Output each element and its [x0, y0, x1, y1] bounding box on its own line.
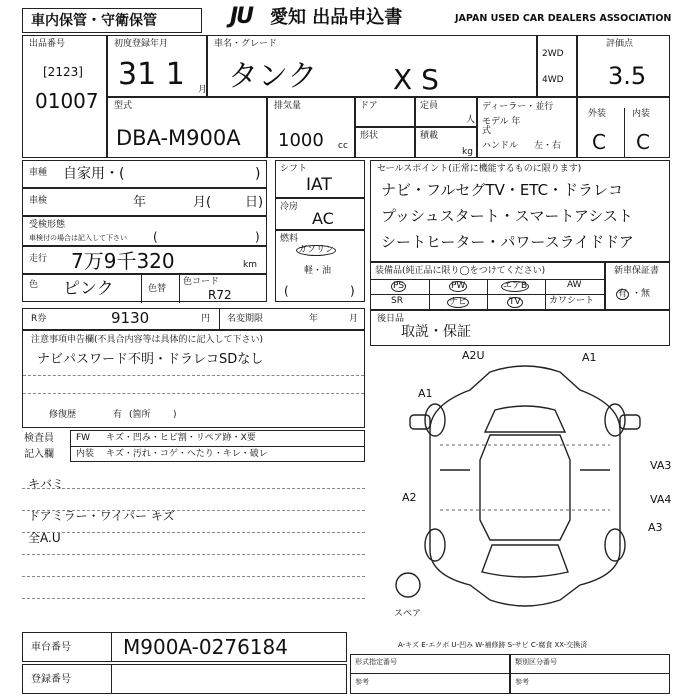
- usage-value: 自家用・(: [63, 166, 125, 182]
- capacity-unit: 人: [466, 115, 476, 125]
- displacement-value: 1000: [278, 130, 324, 151]
- rear-items: 取説・保証: [401, 324, 471, 340]
- fuel-open: (: [284, 284, 289, 298]
- mileage-value: 7万9千320: [71, 249, 175, 273]
- int-items: キズ・汚れ・コゲ・へたり・キレ・破レ: [106, 449, 268, 459]
- transfer-box: [22, 216, 267, 246]
- selling-point-line-2: プッシュスタート・スマートアシスト: [381, 207, 633, 225]
- fw-label: FW: [76, 433, 91, 443]
- repair-value: 有: [113, 410, 123, 420]
- recycle-box: [22, 308, 365, 330]
- equipment-label: 装備品(純正品に限り◯をつけてください): [375, 266, 546, 276]
- dealer-box: [477, 97, 577, 158]
- selling-points-box: [370, 160, 670, 262]
- dealer-label: ディーラー・並行: [482, 102, 554, 112]
- lot-number: 01007: [35, 89, 99, 113]
- capacity-label: 定員: [420, 101, 439, 111]
- mark-a2: A2: [402, 491, 417, 504]
- usage-box: [22, 160, 267, 188]
- storage-label: 車内保管・守衛保管: [31, 13, 157, 29]
- org-title: 愛知 出品申込書: [270, 7, 403, 28]
- reg-label: 登録番号: [31, 674, 71, 685]
- recycle-unit: 円: [201, 314, 211, 324]
- selling-point-line-1: ナビ・フルセグTV・ETC・ドラレコ: [381, 181, 624, 199]
- color-label: 色: [29, 280, 39, 290]
- model-name-value: タンク: [228, 59, 318, 94]
- storage-box: [22, 8, 202, 33]
- registration-label: 初度登録年月: [114, 39, 169, 49]
- mark-va3: VA3: [650, 459, 672, 472]
- transfer-label: 受検形態: [29, 220, 66, 230]
- fuel-box: [275, 230, 365, 302]
- score-label: 評価点: [606, 39, 634, 49]
- org-title-en: JAPAN USED CAR DEALERS ASSOCIATION: [455, 13, 672, 24]
- mileage-label: 走行: [29, 254, 48, 264]
- selling-points-label: セールスポイント(正常に機能するものに限ります): [377, 164, 582, 174]
- recycle-label: R券: [31, 314, 47, 324]
- transfer-close: ): [255, 230, 260, 244]
- fuel-label: 燃料: [280, 234, 299, 244]
- shift-box: [275, 160, 365, 198]
- inspection-year: 年: [133, 195, 147, 210]
- type-value: DBA-M900A: [116, 126, 241, 150]
- equip-tv: TV: [509, 297, 521, 307]
- deadline-month: 月: [349, 314, 359, 324]
- score-box: [577, 35, 670, 97]
- category-ref: 参考: [515, 678, 529, 686]
- warranty-box: [605, 262, 670, 310]
- notes-value: ナビパスワード不明・ドラレコSDなし: [37, 352, 264, 367]
- damage-legend: A-キズ E-エクボ U-凹み W-補修跡 S-サビ C-腐食 XX-交換済: [398, 641, 588, 649]
- drive-4wd: 4WD: [542, 75, 564, 85]
- inspection-day: 日): [245, 195, 264, 210]
- displacement-label: 排気量: [274, 101, 302, 111]
- handle-options: 左・右: [534, 141, 562, 151]
- mileage-box: [22, 246, 267, 274]
- shape-label: 形状: [360, 131, 379, 141]
- capacity-box: [415, 97, 477, 127]
- inspector-line-2: ドアミラー・ワイパー キズ: [28, 509, 175, 523]
- inspection-box: [22, 188, 267, 216]
- mark-a1-top: A1: [582, 351, 597, 364]
- equip-aw: AW: [567, 280, 582, 290]
- mark-a3: A3: [648, 521, 663, 534]
- equip-airbag: エアB: [503, 281, 528, 291]
- mark-a1-left: A1: [418, 387, 433, 400]
- chassis-value: M900A-0276184: [123, 635, 288, 659]
- grades-box: [577, 97, 670, 158]
- transfer-open: (: [153, 230, 158, 244]
- spare-label: スペア: [394, 609, 422, 619]
- equip-ps: PS: [393, 281, 405, 291]
- handle-label: ハンドル: [482, 141, 519, 151]
- inspector-area: [22, 428, 365, 613]
- door-label: ドア: [360, 101, 378, 111]
- color-box: [22, 274, 267, 302]
- equipment-box: [370, 262, 605, 310]
- plate-type-box: [350, 654, 510, 694]
- door-box: [355, 97, 415, 127]
- equip-leather: カワシート: [549, 296, 595, 306]
- displacement-box: [267, 97, 355, 158]
- type-box: [107, 97, 267, 158]
- model-name-box: [207, 35, 537, 97]
- category-box: [510, 654, 670, 694]
- lot-small-number: [2123]: [43, 65, 83, 79]
- inspector-label-b: 記入欄: [24, 449, 54, 460]
- rear-box: [370, 310, 670, 346]
- interior-grade: C: [636, 130, 650, 154]
- rear-label: 後日品: [377, 314, 405, 324]
- category-label: 類別区分番号: [515, 658, 557, 666]
- model-year-label: モデル 年式: [482, 117, 521, 136]
- deadline-label: 名変期限: [227, 314, 264, 324]
- notes-label: 注意事項申告欄(不具合内容等は具体的に記入して下さい): [31, 335, 264, 345]
- selling-point-line-3: シートヒーター・パワースライドドア: [381, 233, 634, 251]
- shape-box: [355, 127, 415, 158]
- load-label: 積載: [420, 131, 439, 141]
- mileage-unit: km: [243, 260, 257, 270]
- repair-label: 修復歴: [49, 410, 77, 420]
- chassis-box: [22, 632, 347, 662]
- warranty-no: ・無: [632, 289, 651, 299]
- chassis-label: 車台番号: [31, 642, 71, 653]
- aircon-box: [275, 198, 365, 230]
- int-label: 内装: [76, 449, 95, 459]
- inspector-label-a: 検査員: [24, 433, 54, 444]
- inspection-label: 車検: [29, 196, 48, 206]
- shift-value: IAT: [306, 175, 332, 195]
- mark-va4: VA4: [650, 493, 672, 506]
- fuel-close: ): [350, 284, 355, 298]
- registration-month: 月: [198, 85, 208, 95]
- color-code-label: 色コード: [183, 277, 220, 287]
- usage-label: 車種: [29, 168, 48, 178]
- recycle-value: 9130: [111, 309, 150, 327]
- inspection-month: 月(: [193, 195, 212, 210]
- aircon-label: 冷房: [280, 202, 299, 212]
- drive-box: [537, 35, 577, 97]
- color-code-value: R72: [208, 288, 232, 302]
- repair-spot: (箇所: [129, 410, 151, 420]
- displacement-unit: cc: [338, 141, 348, 151]
- type-label: 型式: [114, 101, 133, 111]
- ju-logo: JU: [230, 4, 253, 29]
- equip-navi: ナビ: [449, 297, 468, 307]
- model-name-label: 車名・グレード: [214, 39, 278, 49]
- load-box: [415, 127, 477, 158]
- load-unit: kg: [462, 147, 473, 157]
- reg-box: [22, 664, 347, 694]
- warranty-label: 新車保証書: [614, 266, 660, 276]
- shift-label: シフト: [280, 164, 308, 174]
- color-value: ピンク: [63, 279, 114, 299]
- interior-label: 内装: [632, 109, 651, 119]
- fw-items: キズ・凹み・ヒビ割・リペア跡・X要: [106, 433, 256, 443]
- registration-box: [107, 35, 207, 97]
- equip-sr: SR: [391, 296, 403, 306]
- plate-type-label: 形式指定番号: [355, 658, 397, 666]
- lot-label: 出品番号: [29, 39, 66, 49]
- warranty-yes: 有: [618, 289, 628, 299]
- deadline-year: 年: [309, 314, 319, 324]
- fuel-gasoline: ガソリン: [298, 245, 335, 255]
- notes-box: [22, 330, 365, 428]
- drive-2wd: 2WD: [542, 49, 564, 59]
- grade-value: X S: [393, 63, 439, 96]
- color-change-label: 色替: [148, 284, 167, 294]
- usage-close: ): [255, 166, 261, 182]
- aircon-value: AC: [312, 209, 334, 228]
- exterior-label: 外装: [588, 109, 607, 119]
- repair-close: ): [173, 410, 177, 420]
- plate-type-ref: 参考: [355, 678, 369, 686]
- mark-a2u: A2U: [462, 349, 485, 362]
- exterior-grade: C: [592, 130, 606, 154]
- inspector-line-1: キバミ: [28, 477, 65, 491]
- lot-box: [22, 35, 107, 158]
- transfer-note: 車検付の場合は記入して下さい: [29, 234, 127, 242]
- inspector-line-3: 全A.U: [28, 531, 61, 545]
- fuel-diesel: 軽・油: [304, 266, 332, 276]
- score-value: 3.5: [608, 62, 647, 90]
- registration-value: 31 1: [118, 57, 185, 92]
- equip-pw: PW: [451, 281, 466, 291]
